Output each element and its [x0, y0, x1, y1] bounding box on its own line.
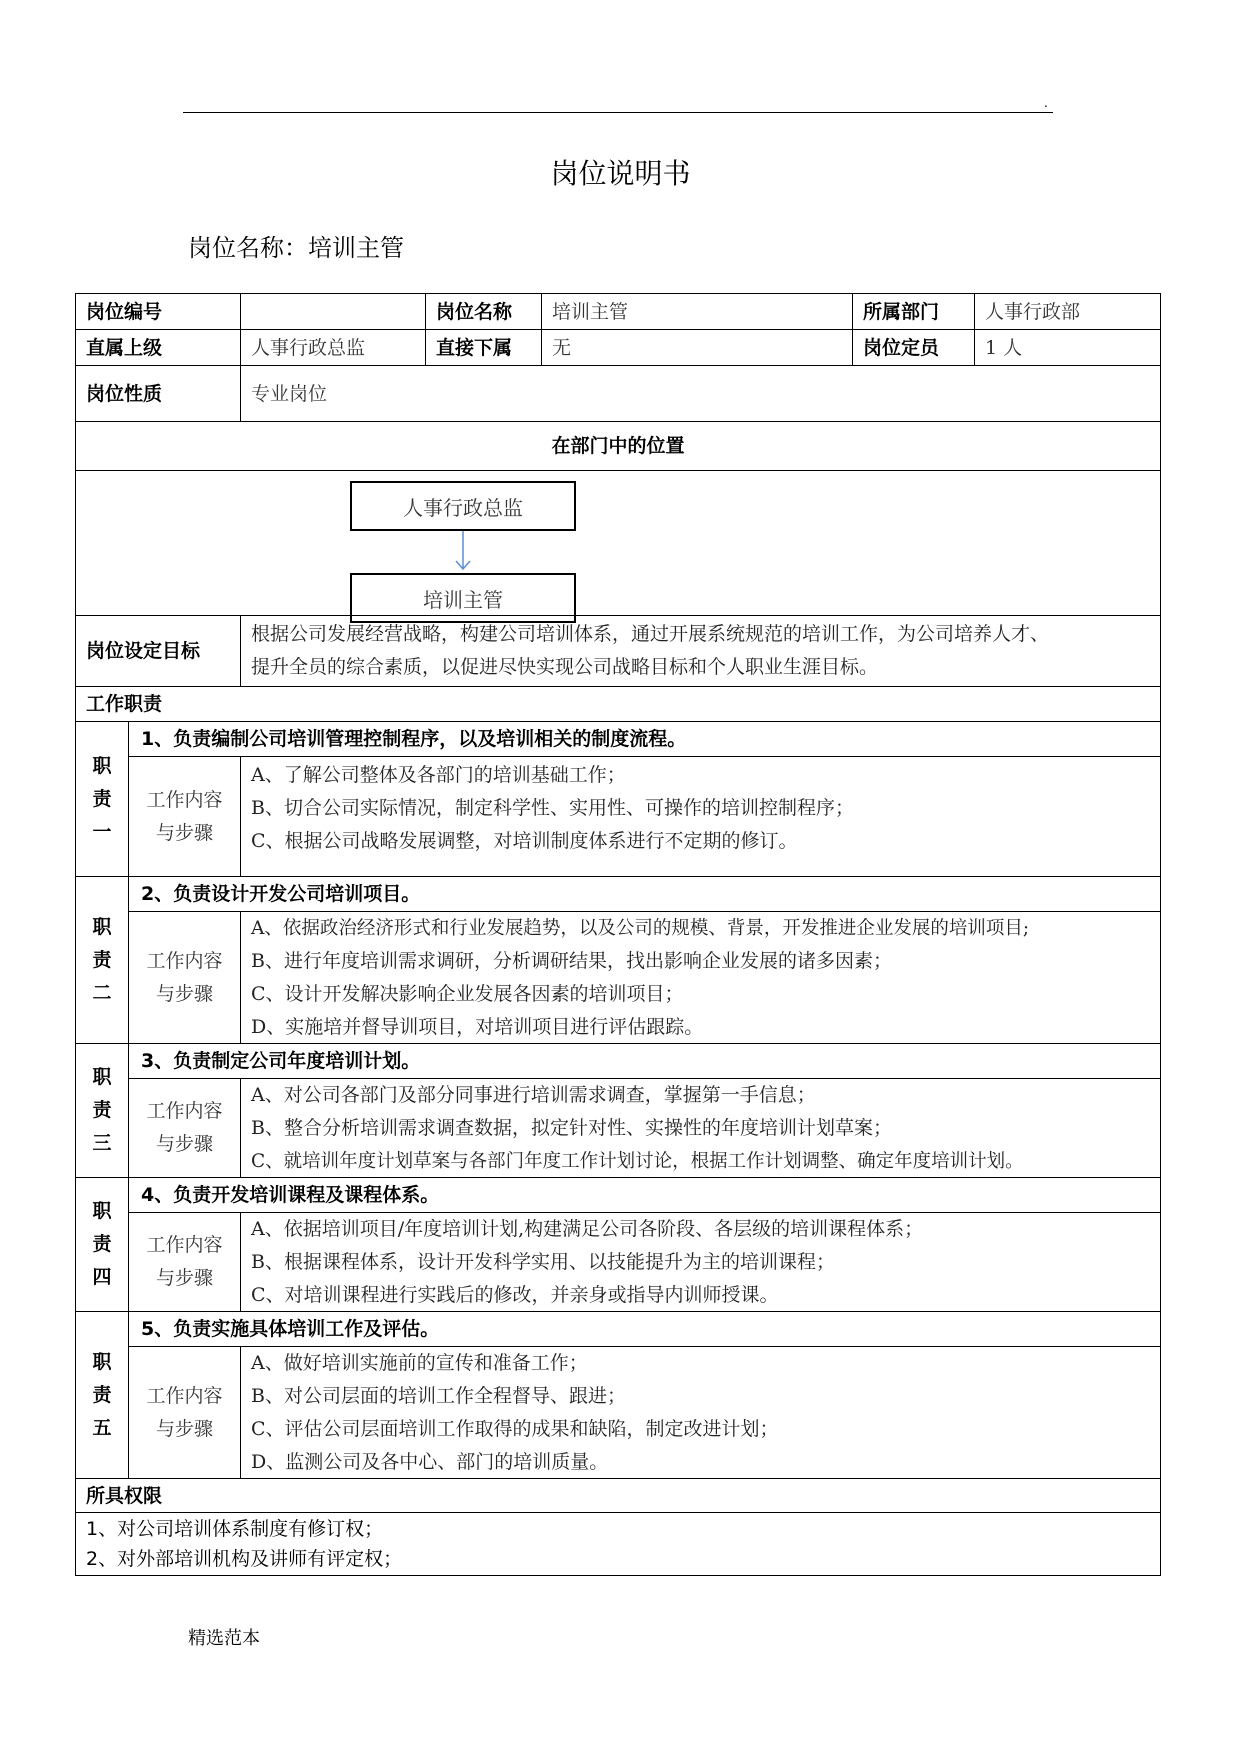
duty-4-steps-label [128, 1212, 241, 1312]
duty-side-char: 三 [92, 1132, 112, 1154]
department-label: 所属部门 [852, 293, 975, 330]
duty-side-char: 职 [92, 915, 112, 938]
duty-1-side [75, 721, 129, 877]
org-section-title: 在部门中的位置 [75, 421, 1161, 471]
duty-1-steps [240, 756, 1161, 877]
duty-side-char: 责 [92, 1383, 112, 1406]
steps-label-line: 与步骤 [155, 1267, 213, 1289]
duty-2-steps-label [128, 911, 241, 1044]
duty-side-char: 责 [92, 948, 112, 971]
duty-step: C、评估公司层面培训工作取得的成果和缺陷，制定改进计划； [251, 1417, 779, 1440]
document-title: 岗位说明书 [550, 157, 691, 190]
duty-side-char: 责 [92, 1099, 112, 1121]
steps-label-line: 工作内容 [146, 1100, 223, 1122]
superior-value: 人事行政总监 [240, 329, 426, 366]
duty-side-char: 五 [92, 1416, 112, 1439]
subordinate-label: 直接下属 [425, 329, 542, 366]
duty-5-heading: 5、负责实施具体培训工作及评估。 [128, 1311, 1161, 1347]
nature-value: 专业岗位 [240, 365, 1161, 422]
duty-step: B、对公司层面的培训工作全程督导、跟进； [251, 1384, 626, 1407]
authority-list [75, 1512, 1161, 1576]
duty-side-char: 职 [92, 1066, 112, 1088]
duty-step: B、进行年度培训需求调研，分析调研结果，找出影响企业发展的诸多因素； [251, 949, 892, 972]
steps-label-line: 与步骤 [155, 821, 213, 844]
steps-label-line: 工作内容 [146, 1234, 223, 1256]
duty-2-side [75, 876, 129, 1044]
duty-2-steps [240, 911, 1161, 1044]
duty-3-heading: 3、负责制定公司年度培训计划。 [128, 1043, 1161, 1079]
duty-step: C、对培训课程进行实践后的修改，并亲身或指导内训师授课。 [251, 1283, 779, 1306]
duty-5-side [75, 1311, 129, 1479]
org-arrow-icon [453, 531, 473, 573]
duty-3-steps [240, 1078, 1161, 1178]
footer-text: 精选范本 [188, 1628, 260, 1649]
duty-side-char: 责 [92, 787, 112, 810]
org-box-director: 人事行政总监 [350, 481, 576, 531]
duty-side-char: 二 [92, 981, 112, 1004]
duty-3-side [75, 1043, 129, 1178]
duty-step: B、根据课程体系，设计开发科学实用、以技能提升为主的培训课程； [251, 1250, 835, 1273]
duty-1-steps-label [128, 756, 241, 877]
steps-label-line: 与步骤 [155, 1133, 213, 1155]
duty-4-steps [240, 1212, 1161, 1312]
duty-side-char: 一 [92, 820, 112, 843]
job-name-value: 培训主管 [541, 293, 853, 330]
org-box-training-supervisor: 培训主管 [350, 573, 576, 623]
duty-3-steps-label [128, 1078, 241, 1178]
duty-2-heading: 2、负责设计开发公司培训项目。 [128, 876, 1161, 912]
goal-line: 提升全员的综合素质，以促进尽快实现公司战略目标和个人职业生涯目标。 [251, 656, 879, 678]
duty-4-side [75, 1177, 129, 1312]
duty-4-heading: 4、负责开发培训课程及课程体系。 [128, 1177, 1161, 1213]
goal-text [240, 615, 1161, 687]
headcount-label: 岗位定员 [852, 329, 975, 366]
duty-side-char: 四 [92, 1266, 112, 1288]
duty-step: A、了解公司整体及各部门的培训基础工作； [251, 764, 626, 786]
job-name-label: 岗位名称 [425, 293, 542, 330]
duty-step: D、实施培并督导训项目，对培训项目进行评估跟踪。 [251, 1015, 704, 1038]
subordinate-value: 无 [541, 329, 853, 366]
duty-step: C、就培训年度计划草案与各部门年度工作计划讨论，根据工作计划调整、确定年度培训计划。 [251, 1150, 1024, 1172]
duty-side-char: 职 [92, 1200, 112, 1222]
duty-step: B、整合分析培训需求调查数据，拟定针对性、实操性的年度培训计划草案； [251, 1116, 892, 1139]
duty-step: B、切合公司实际情况，制定科学性、实用性、可操作的培训控制程序； [251, 797, 854, 819]
steps-label-line: 工作内容 [146, 1384, 223, 1407]
duty-step: A、对公司各部门及部分同事进行培训需求调查，掌握第一手信息； [251, 1083, 816, 1106]
steps-label-line: 与步骤 [155, 982, 213, 1005]
duty-1-heading: 1、负责编制公司培训管理控制程序，以及培训相关的制度流程。 [128, 721, 1161, 757]
goal-line: 根据公司发展经营战略，构建公司培训体系，通过开展系统规范的培训工作，为公司培养人才、 [251, 623, 1050, 645]
duty-step: C、设计开发解决影响企业发展各因素的培训项目； [251, 982, 684, 1005]
duty-5-steps [240, 1346, 1161, 1479]
duty-5-steps-label [128, 1346, 241, 1479]
steps-label-line: 与步骤 [155, 1417, 213, 1440]
goal-label: 岗位设定目标 [75, 615, 241, 687]
authority-item: 1、对公司培训体系制度有修订权； [86, 1518, 384, 1540]
header-dot: . [1044, 96, 1048, 110]
authority-item: 2、对外部培训机构及讲师有评定权； [86, 1548, 403, 1570]
position-name-line: 岗位名称：培训主管 [188, 234, 404, 262]
steps-label-line: 工作内容 [146, 788, 223, 811]
duty-step: A、依据政治经济形式和行业发展趋势，以及公司的规模、背景，开发推进企业发展的培训项目; [251, 917, 1030, 939]
duty-step: D、监测公司及各中心、部门的培训质量。 [251, 1450, 609, 1473]
headcount-value: 1 人 [974, 329, 1161, 366]
duty-step: A、做好培训实施前的宣传和准备工作； [251, 1351, 588, 1374]
duty-side-char: 职 [92, 1350, 112, 1373]
department-value: 人事行政部 [974, 293, 1161, 330]
duty-step: A、依据培训项目/年度培训计划,构建满足公司各阶段、各层级的培训课程体系； [251, 1217, 924, 1240]
job-description-table [75, 293, 1161, 1754]
superior-label: 直属上级 [75, 329, 241, 366]
nature-label: 岗位性质 [75, 365, 241, 422]
header-rule [183, 112, 1053, 113]
duty-side-char: 职 [92, 754, 112, 777]
job-code-value [240, 293, 426, 330]
job-code-label: 岗位编号 [75, 293, 241, 330]
duty-side-char: 责 [92, 1233, 112, 1255]
duty-step: C、根据公司战略发展调整，对培训制度体系进行不定期的修订。 [251, 830, 798, 852]
org-chart-area [75, 470, 1161, 616]
authority-title: 所具权限 [75, 1478, 1161, 1513]
steps-label-line: 工作内容 [146, 949, 223, 972]
duties-title: 工作职责 [75, 686, 1161, 722]
